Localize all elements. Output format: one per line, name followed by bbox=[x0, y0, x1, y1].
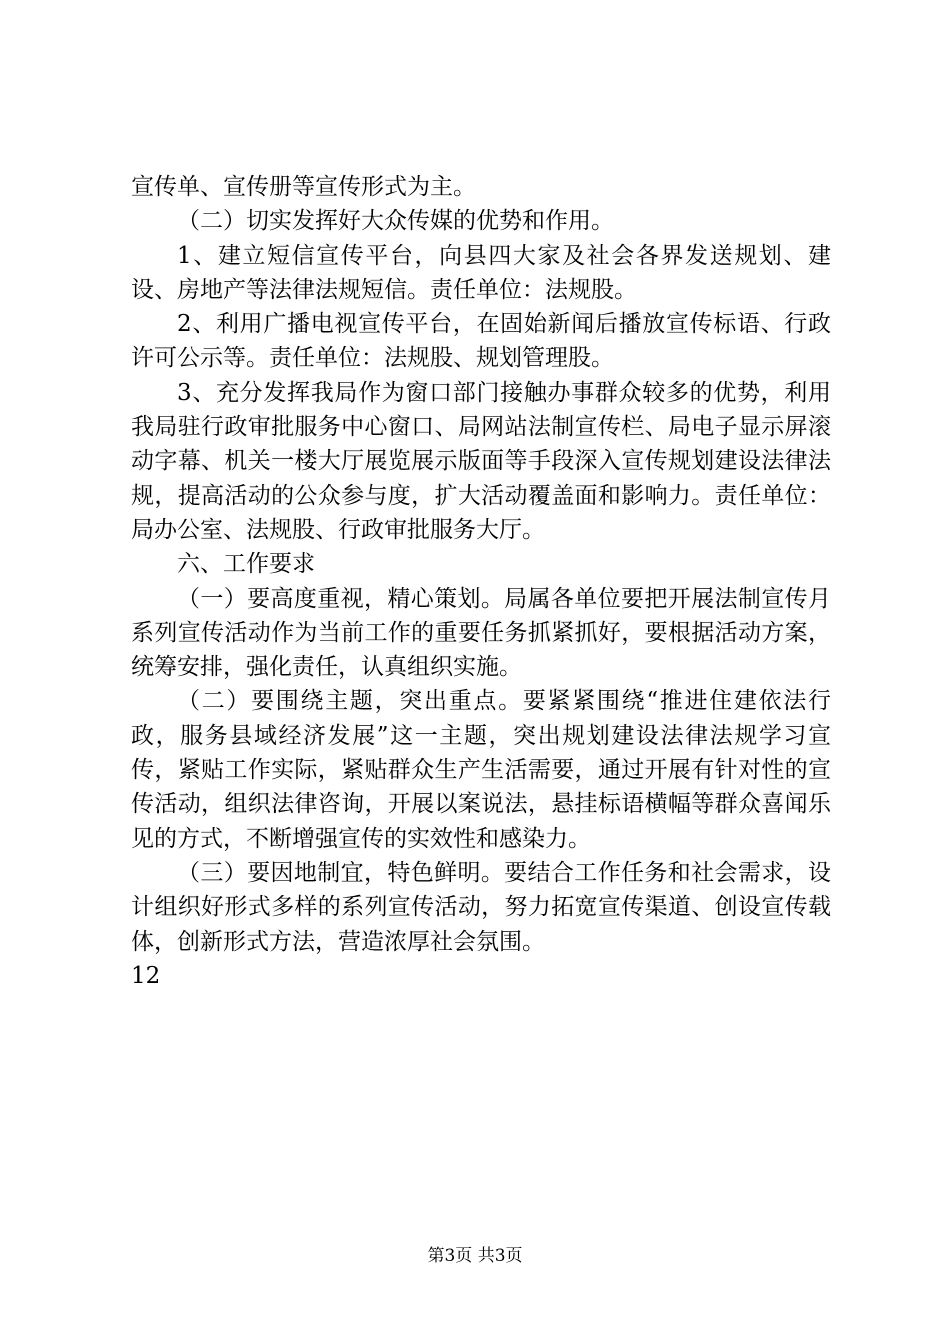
page-number-label: 第3页 共3页 bbox=[427, 1246, 523, 1266]
paragraph: （二）要围绕主题，突出重点。要紧紧围绕“推进住建依法行政，服务县域经济发展”这一主题，突出规划建设法律法规学习宣传，紧贴工作实际，紧贴群众生产生活需要，通过开展有针对性的宣传活动，组织法律咨询，开展以案说法，悬挂标语横幅等群众喜闻乐见的方式，不断增强宣传的实效性和感染力。 bbox=[131, 688, 831, 852]
paragraph: （二）切实发挥好大众传媒的优势和作用。 bbox=[177, 208, 614, 235]
document-body bbox=[131, 170, 831, 993]
section-heading: 六、工作要求 bbox=[177, 551, 315, 578]
paragraph: 3、充分发挥我局作为窗口部门接触办事群众较多的优势，利用我局驻行政审批服务中心窗口、局网站法制宣传栏、局电子显示屏滚动字幕、机关一楼大厅展览展示版面等手段深入宣传规划建设法律法规，提高活动的公众参与度，扩大活动覆盖面和影响力。责任单位：局办公室、法规股、行政审批服务大厅。 bbox=[131, 379, 831, 543]
paragraph: 1、建立短信宣传平台，向县四大家及社会各界发送规划、建设、房地产等法律法规短信。责任单位：法规股。 bbox=[131, 242, 831, 303]
paragraph: 2、利用广播电视宣传平台，在固始新闻后播放宣传标语、行政许可公示等。责任单位：法规股、规划管理股。 bbox=[131, 311, 831, 372]
paragraph: （一）要高度重视，精心策划。局属各单位要把开展法制宣传月系列宣传活动作为当前工作的重要任务抓紧抓好，要根据活动方案，统筹安排，强化责任，认真组织实施。 bbox=[131, 585, 831, 681]
page-footer bbox=[0, 1246, 950, 1266]
paragraph: （三）要因地制宜，特色鲜明。要结合工作任务和社会需求，设计组织好形式多样的系列宣传活动，努力拓宽宣传渠道、创设宣传载体，创新形式方法，营造浓厚社会氛围。 bbox=[131, 859, 831, 955]
paragraph: 宣传单、宣传册等宣传形式为主。 bbox=[131, 174, 476, 200]
trailing-number: 12 bbox=[131, 962, 161, 989]
